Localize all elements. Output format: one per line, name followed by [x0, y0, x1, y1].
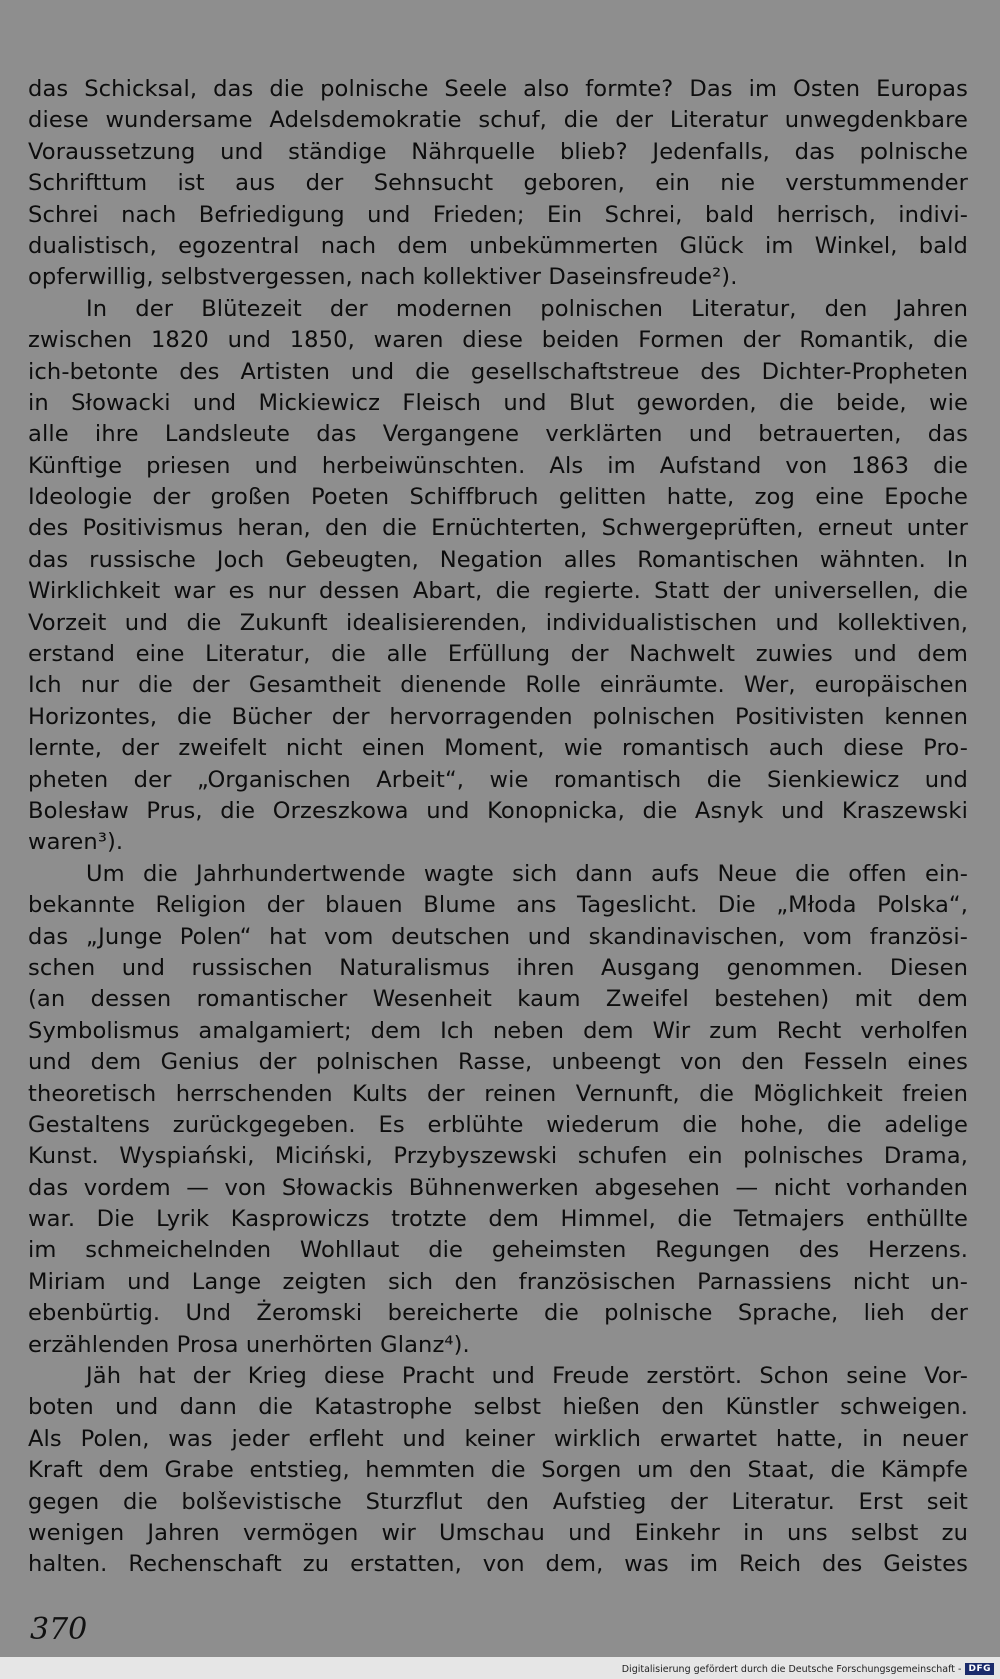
body-text	[28, 74, 968, 1581]
text-line: im schmeichelnden Wohllaut die geheimsten Regungen des Herzens.	[28, 1237, 968, 1264]
text-line: Ich nur die der Gesamtheit dienende Rolle einräumte. Wer, europäischen	[28, 672, 968, 699]
text-line: schen und russischen Naturalismus ihren Ausgang genommen. Diesen	[28, 954, 968, 981]
text-line: In der Blütezeit der modernen polnischen Literatur, den Jahren	[86, 295, 968, 322]
text-line: Schrei nach Befriedigung und Frieden; Ein Schrei, bald herrisch, indivi-	[28, 201, 968, 228]
text-line: Voraussetzung und ständige Nährquelle blieb? Jedenfalls, das polnische	[28, 138, 968, 165]
text-line: erstand eine Literatur, die alle Erfüllung der Nachwelt zuwies und dem	[28, 641, 968, 668]
page-number: 370	[30, 1612, 88, 1647]
text-line: und dem Genius der polnischen Rasse, unbeengt von den Fesseln eines	[28, 1049, 968, 1076]
text-line: Miriam und Lange zeigten sich den französischen Parnassiens nicht un-	[28, 1268, 968, 1295]
text-line: des Positivismus heran, den die Ernüchterten, Schwergeprüften, erneut unter	[28, 515, 968, 542]
text-line: diese wundersame Adelsdemokratie schuf, die der Literatur unwegdenkbare	[28, 107, 968, 134]
text-line: Bolesław Prus, die Orzeszkowa und Konopnicka, die Asnyk und Kraszewski	[28, 797, 968, 824]
digitization-footer	[622, 1663, 994, 1675]
text-line: erzählenden Prosa unerhörten Glanz⁴).	[28, 1331, 470, 1358]
text-line: Vorzeit und die Zukunft idealisierenden, individualistischen und kollektiven,	[28, 609, 968, 636]
text-line: das russische Joch Gebeugten, Negation alles Romantischen wähnten. In	[28, 546, 968, 573]
text-line: Um die Jahrhundertwende wagte sich dann aufs Neue die offen ein-	[86, 860, 968, 887]
text-line: waren³).	[28, 829, 124, 856]
text-line: Kunst. Wyspiański, Miciński, Przybyszewski schufen ein polnisches Drama,	[28, 1143, 968, 1170]
text-line: pheten der „Organischen Arbeit“, wie romantisch die Sienkiewicz und	[28, 766, 968, 793]
text-line: ich-betonte des Artisten und die gesellschaftstreue des Dichter-Propheten	[28, 358, 968, 385]
text-line: theoretisch herrschenden Kults der reinen Vernunft, die Möglichkeit freien	[28, 1080, 968, 1107]
text-line: Gestaltens zurückgegeben. Es erblühte wiederum die hohe, die adelige	[28, 1111, 968, 1138]
text-line: Künftige priesen und herbeiwünschten. Als im Aufstand von 1863 die	[28, 452, 968, 479]
text-line: gegen die bolševistische Sturzflut den Aufstieg der Literatur. Erst seit	[28, 1488, 968, 1515]
text-line: opferwillig, selbstvergessen, nach kollektiver Daseinsfreude²).	[28, 264, 738, 291]
text-line: in Słowacki und Mickiewicz Fleisch und Blut geworden, die beide, wie	[28, 389, 968, 416]
text-line: Symbolismus amalgamiert; dem Ich neben dem Wir zum Recht verholfen	[28, 1017, 968, 1044]
text-line: Ideologie der großen Poeten Schiffbruch gelitten hatte, zog eine Epoche	[28, 484, 968, 511]
text-line: das vordem — von Słowackis Bühnenwerken abgesehen — nicht vorhanden	[28, 1174, 968, 1201]
text-line: halten. Rechenschaft zu erstatten, von dem, was im Reich des Geistes	[28, 1551, 968, 1578]
dfg-logo: DFG	[965, 1663, 994, 1675]
text-line: alle ihre Landsleute das Vergangene verklärten und betrauerten, das	[28, 421, 968, 448]
footer-text: Digitalisierung gefördert durch die Deutsche Forschungsgemeinschaft -	[621, 1663, 962, 1675]
text-line: Wirklichkeit war es nur dessen Abart, die regierte. Statt der universellen, die	[28, 578, 968, 605]
text-line: das „Junge Polen“ hat vom deutschen und skandinavischen, vom französi-	[28, 923, 968, 950]
text-line: wenigen Jahren vermögen wir Umschau und Einkehr in uns selbst zu	[28, 1519, 968, 1546]
text-line: ebenbürtig. Und Żeromski bereicherte die polnische Sprache, lieh der	[28, 1300, 968, 1327]
text-line: zwischen 1820 und 1850, waren diese beiden Formen der Romantik, die	[28, 327, 968, 354]
text-line: (an dessen romantischer Wesenheit kaum Zweifel bestehen) mit dem	[28, 986, 968, 1013]
text-line: war. Die Lyrik Kasprowiczs trotzte dem Himmel, die Tetmajers enthüllte	[28, 1206, 968, 1233]
text-line: bekannte Religion der blauen Blume ans Tageslicht. Die „Młoda Polska“,	[28, 892, 968, 919]
text-line: Jäh hat der Krieg diese Pracht und Freude zerstört. Schon seine Vor-	[86, 1363, 968, 1390]
text-line: Kraft dem Grabe entstieg, hemmten die Sorgen um den Staat, die Kämpfe	[28, 1457, 968, 1484]
text-line: das Schicksal, das die polnische Seele also formte? Das im Osten Europas	[28, 76, 968, 102]
text-line: boten und dann die Katastrophe selbst hießen den Künstler schweigen.	[28, 1394, 968, 1421]
text-line: Als Polen, was jeder erfleht und keiner wirklich erwartet hatte, in neuer	[28, 1425, 968, 1452]
text-line: lernte, der zweifelt nicht einen Moment, wie romantisch auch diese Pro-	[28, 735, 968, 762]
text-line: dualistisch, egozentral nach dem unbekümmerten Glück im Winkel, bald	[28, 232, 968, 259]
text-line: Horizontes, die Bücher der hervorragenden polnischen Positivisten kennen	[28, 703, 968, 730]
text-line: Schrifttum ist aus der Sehnsucht geboren, ein nie verstummender	[28, 170, 968, 197]
